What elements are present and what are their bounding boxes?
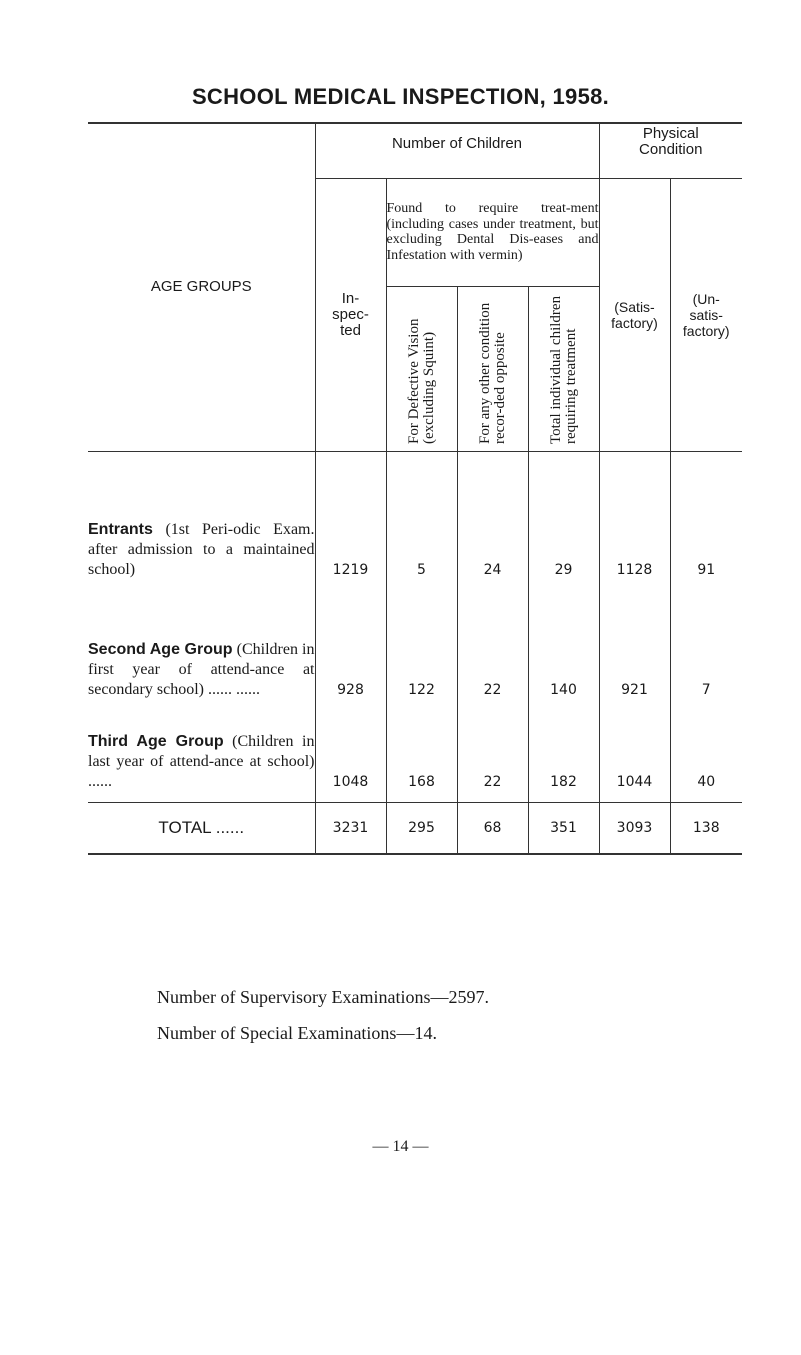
cell-inspected: 1219 <box>315 451 386 580</box>
header-defective-vision <box>386 286 457 451</box>
header-inspected <box>315 178 386 451</box>
table-row <box>88 580 742 700</box>
total-other-condition: 68 <box>457 802 528 854</box>
cell-defective-vision: 5 <box>386 451 457 580</box>
page-title: SCHOOL MEDICAL INSPECTION, 1958. <box>191 84 610 109</box>
header-found-to-require-label: Found to require treat-ment (including cases under treatment, but excluding Dental Dis-eases and Infestation with vermin) <box>386 201 599 263</box>
row-age-group-bold: Entrants <box>88 521 153 538</box>
header-total-individual <box>528 286 599 451</box>
cell-satisfactory: 921 <box>599 580 670 700</box>
row-age-group <box>88 700 315 802</box>
header-age-groups <box>88 123 315 451</box>
header-physical-condition-label: Physical Condition <box>639 125 703 158</box>
header-satisfactory <box>599 178 670 451</box>
cell-other-condition: 24 <box>457 451 528 580</box>
cell-total-individual: 140 <box>528 580 599 700</box>
row-age-group <box>88 451 315 580</box>
total-inspected: 3231 <box>315 802 386 854</box>
inspection-table <box>88 122 742 855</box>
row-age-group <box>88 580 315 700</box>
cell-unsatisfactory: 40 <box>670 700 742 802</box>
total-label: TOTAL ...... <box>88 802 315 854</box>
cell-unsatisfactory: 91 <box>670 451 742 580</box>
row-age-group-text: (1st Peri-odic Exam. after admission to a maintained school) <box>88 521 315 578</box>
cell-defective-vision: 168 <box>386 700 457 802</box>
cell-defective-vision: 122 <box>386 580 457 700</box>
total-unsatisfactory: 138 <box>670 802 742 854</box>
page-number: — 14 — <box>372 1138 429 1155</box>
cell-total-individual: 29 <box>528 451 599 580</box>
cell-satisfactory: 1128 <box>599 451 670 580</box>
header-total-individual-label: Total individual children requiring treatment <box>547 295 579 444</box>
header-found-to-require <box>386 178 599 286</box>
header-number-of-children-label: Number of Children <box>391 135 523 152</box>
row-age-group-text: (Children in last year of attend-ance at school) ...... <box>88 732 315 790</box>
total-defective-vision: 295 <box>386 802 457 854</box>
header-inspected-label: In- spec- ted <box>332 289 369 339</box>
table-row <box>88 700 742 802</box>
footnote-special: Number of Special Examinations—14. <box>157 1023 437 1043</box>
header-unsatisfactory-label: (Un- satis- factory) <box>682 290 730 339</box>
cell-other-condition: 22 <box>457 580 528 700</box>
cell-satisfactory: 1044 <box>599 700 670 802</box>
header-defective-vision-label: For Defective Vision (excluding Squint) <box>405 318 437 444</box>
row-age-group-bold: Third Age Group <box>88 732 224 750</box>
header-physical-condition <box>599 123 742 178</box>
header-age-groups-label: AGE GROUPS <box>150 278 252 296</box>
header-satisfactory-label: (Satis- factory) <box>611 298 658 331</box>
cell-inspected: 1048 <box>315 700 386 802</box>
row-age-group-bold: Second Age Group <box>88 641 233 658</box>
total-row <box>88 802 742 854</box>
cell-total-individual: 182 <box>528 700 599 802</box>
footnote-supervisory: Number of Supervisory Examinations—2597. <box>157 987 489 1007</box>
total-satisfactory: 3093 <box>599 802 670 854</box>
total-individual: 351 <box>528 802 599 854</box>
header-other-condition <box>457 286 528 451</box>
header-unsatisfactory <box>670 178 742 451</box>
header-other-condition-label: For any other condition recor-ded opposite <box>476 302 508 444</box>
cell-unsatisfactory: 7 <box>670 580 742 700</box>
header-number-of-children <box>315 123 599 178</box>
cell-other-condition: 22 <box>457 700 528 802</box>
table-row <box>88 451 742 580</box>
row-age-group-text: (Children in first year of attend-ance at secondary school) ...... ...... <box>88 641 315 698</box>
cell-inspected: 928 <box>315 580 386 700</box>
